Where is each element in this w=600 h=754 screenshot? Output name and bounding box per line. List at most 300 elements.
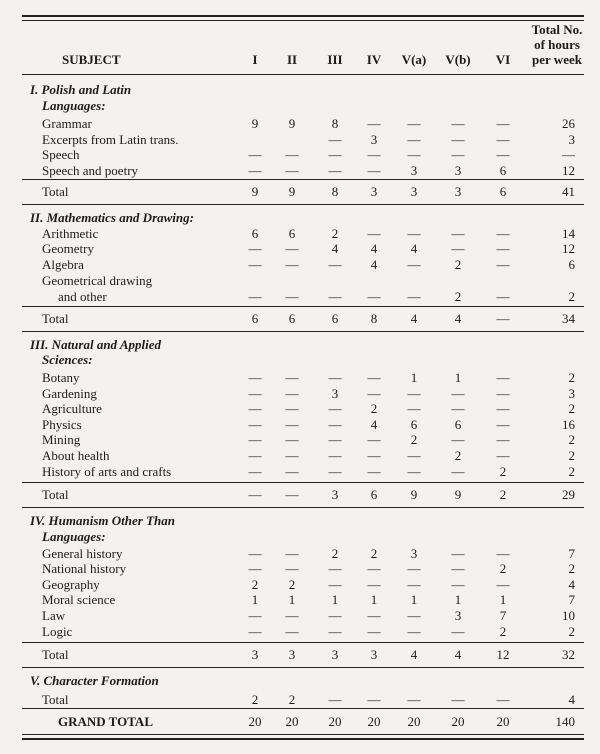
cell-col-2: 2 xyxy=(288,577,296,592)
row-total-hours: 2 xyxy=(568,432,575,447)
cell-col-1: — xyxy=(248,241,262,256)
cell-col-1: — xyxy=(248,432,262,447)
cell-col-5: — xyxy=(407,132,421,147)
cell-col-1: 20 xyxy=(248,714,262,729)
cell-col-2: — xyxy=(285,386,299,401)
cell-col-3: — xyxy=(328,432,342,447)
row-total-hours: 2 xyxy=(568,370,575,385)
section-title: III. Natural and Applied xyxy=(30,337,161,352)
table-row xyxy=(0,546,600,561)
table-row xyxy=(0,257,600,272)
section-title: Sciences: xyxy=(42,352,93,367)
cell-col-2: — xyxy=(285,561,299,576)
cell-col-4: — xyxy=(367,289,381,304)
cell-col-5: 20 xyxy=(407,714,421,729)
cell-col-3: — xyxy=(328,163,342,178)
cell-col-3: — xyxy=(328,608,342,623)
section-total-row xyxy=(0,647,600,662)
cell-col-5: 1 xyxy=(410,592,418,607)
table-row xyxy=(0,692,600,707)
cell-col-3: 3 xyxy=(331,647,339,662)
cell-col-7: 2 xyxy=(499,624,507,639)
cell-col-3: 1 xyxy=(331,592,339,607)
row-label: Geometry xyxy=(42,241,94,256)
row-total-hours: 2 xyxy=(568,448,575,463)
table-row xyxy=(0,386,600,401)
row-label: Gardening xyxy=(42,386,97,401)
cell-col-3: — xyxy=(328,289,342,304)
row-total-hours: 14 xyxy=(562,226,575,241)
cell-col-2: — xyxy=(285,432,299,447)
row-label: GRAND TOTAL xyxy=(58,714,153,729)
cell-col-3: — xyxy=(328,132,342,147)
table-row xyxy=(0,147,600,162)
section-title: IV. Humanism Other Than xyxy=(30,513,175,528)
row-label: Speech xyxy=(42,147,80,162)
table-row xyxy=(0,417,600,432)
cell-col-2: — xyxy=(285,448,299,463)
section-divider xyxy=(22,204,584,205)
cell-col-2: 1 xyxy=(288,592,296,607)
cell-col-1: 1 xyxy=(251,592,259,607)
cell-col-4: — xyxy=(367,116,381,131)
cell-col-5: — xyxy=(407,464,421,479)
row-label: Total xyxy=(42,692,69,707)
cell-col-7: — xyxy=(496,370,510,385)
cell-col-1: — xyxy=(248,401,262,416)
cell-col-7: — xyxy=(496,401,510,416)
cell-col-3: 4 xyxy=(331,241,339,256)
cell-col-2: — xyxy=(285,487,299,502)
cell-col-1: — xyxy=(248,370,262,385)
cell-col-5: 3 xyxy=(410,184,418,199)
cell-col-7: 2 xyxy=(499,561,507,576)
row-total-hours: 7 xyxy=(568,592,575,607)
cell-col-4: 4 xyxy=(370,257,378,272)
row-total-hours: 26 xyxy=(562,116,575,131)
row-total-hours: 4 xyxy=(568,577,575,592)
cell-col-2: — xyxy=(285,401,299,416)
row-label: Total xyxy=(42,311,69,326)
row-total-hours: — xyxy=(562,147,575,162)
table-row xyxy=(0,577,600,592)
col-header-6: V(b) xyxy=(445,52,471,67)
cell-col-6: — xyxy=(451,546,465,561)
table-row xyxy=(0,624,600,639)
row-total-hours: 3 xyxy=(568,386,575,401)
section-total-rule xyxy=(22,642,584,643)
cell-col-6: 2 xyxy=(454,257,462,272)
cell-col-3: — xyxy=(328,577,342,592)
cell-col-4: — xyxy=(367,147,381,162)
cell-col-3: 20 xyxy=(328,714,342,729)
cell-col-5: — xyxy=(407,561,421,576)
cell-col-3: — xyxy=(328,561,342,576)
cell-col-2: — xyxy=(285,624,299,639)
row-label: Law xyxy=(42,608,66,623)
cell-col-6: — xyxy=(451,561,465,576)
cell-col-6: 4 xyxy=(454,647,462,662)
cell-col-2: 3 xyxy=(288,647,296,662)
cell-col-5: — xyxy=(407,289,421,304)
cell-col-5: — xyxy=(407,608,421,623)
row-total-hours: 2 xyxy=(568,289,575,304)
cell-col-4: — xyxy=(367,448,381,463)
cell-col-6: — xyxy=(451,226,465,241)
row-total-hours: 2 xyxy=(568,624,575,639)
row-label: Total xyxy=(42,647,69,662)
cell-col-5: — xyxy=(407,401,421,416)
cell-col-7: — xyxy=(496,132,510,147)
row-label: Mining xyxy=(42,432,81,447)
cell-col-2: — xyxy=(285,608,299,623)
cell-col-4: 3 xyxy=(370,647,378,662)
cell-col-1: — xyxy=(248,464,262,479)
row-total-hours: 2 xyxy=(568,464,575,479)
cell-col-1: 6 xyxy=(251,311,259,326)
cell-col-6: 2 xyxy=(454,448,462,463)
row-total-hours: 29 xyxy=(562,487,575,502)
section-title: I. Polish and Latin xyxy=(30,82,132,97)
cell-col-5: 2 xyxy=(410,432,418,447)
section-title: II. Mathematics and Drawing: xyxy=(30,210,194,225)
cell-col-6: 6 xyxy=(454,417,462,432)
cell-col-5: — xyxy=(407,448,421,463)
row-total-hours: 12 xyxy=(562,163,575,178)
cell-col-5: — xyxy=(407,692,421,707)
cell-col-5: — xyxy=(407,624,421,639)
section-total-row xyxy=(0,184,600,199)
header-rule xyxy=(22,74,584,75)
col-header-3: III xyxy=(327,52,343,67)
cell-col-4: — xyxy=(367,226,381,241)
top-rule xyxy=(22,15,584,17)
section-total-rule xyxy=(22,179,584,180)
total-header-line2: of hours xyxy=(534,37,580,52)
row-label: Agriculture xyxy=(42,401,102,416)
row-total-hours: 10 xyxy=(562,608,575,623)
cell-col-7: — xyxy=(496,432,510,447)
cell-col-4: — xyxy=(367,464,381,479)
cell-col-1: 2 xyxy=(251,692,259,707)
cell-col-7: — xyxy=(496,241,510,256)
cell-col-3: 8 xyxy=(331,184,339,199)
cell-col-1: — xyxy=(248,163,262,178)
row-label: Geometrical drawing xyxy=(42,273,153,288)
cell-col-4: — xyxy=(367,163,381,178)
cell-col-1: — xyxy=(248,561,262,576)
total-header-line3: per week xyxy=(532,52,582,67)
cell-col-7: 2 xyxy=(499,464,507,479)
cell-col-5: 4 xyxy=(410,647,418,662)
cell-col-6: 20 xyxy=(451,714,465,729)
cell-col-3: — xyxy=(328,370,342,385)
col-header-5: V(a) xyxy=(401,52,427,67)
cell-col-6: — xyxy=(451,116,465,131)
section-total-row xyxy=(0,311,600,326)
row-label: Total xyxy=(42,184,69,199)
bottom-rule-outer xyxy=(22,738,584,740)
table-row xyxy=(0,241,600,256)
cell-col-6: 9 xyxy=(454,487,462,502)
cell-col-3: 8 xyxy=(331,116,339,131)
section-title: Languages: xyxy=(42,529,106,544)
cell-col-4: — xyxy=(367,370,381,385)
cell-col-5: — xyxy=(407,386,421,401)
cell-col-2: 6 xyxy=(288,226,296,241)
cell-col-4: 20 xyxy=(367,714,381,729)
row-label: National history xyxy=(42,561,127,576)
cell-col-7: 12 xyxy=(496,647,510,662)
cell-col-6: — xyxy=(451,464,465,479)
cell-col-5: 1 xyxy=(410,370,418,385)
cell-col-7: — xyxy=(496,577,510,592)
cell-col-3: 2 xyxy=(331,546,339,561)
cell-col-2: 9 xyxy=(288,184,296,199)
cell-col-6: 3 xyxy=(454,184,462,199)
cell-col-7: — xyxy=(496,311,510,326)
cell-col-2: — xyxy=(285,417,299,432)
cell-col-1: 9 xyxy=(251,184,259,199)
section-title: V. Character Formation xyxy=(30,673,159,688)
cell-col-2: — xyxy=(285,370,299,385)
section-total-row xyxy=(0,487,600,502)
cell-col-1: — xyxy=(248,289,262,304)
row-total-hours: 16 xyxy=(562,417,575,432)
section-divider xyxy=(22,667,584,668)
cell-col-6: — xyxy=(451,692,465,707)
cell-col-3: — xyxy=(328,464,342,479)
cell-col-3: 3 xyxy=(331,487,339,502)
col-header-1: I xyxy=(252,52,258,67)
cell-col-2: — xyxy=(285,147,299,162)
cell-col-5: 4 xyxy=(410,311,418,326)
row-label: Algebra xyxy=(42,257,84,272)
cell-col-7: — xyxy=(496,257,510,272)
cell-col-4: 2 xyxy=(370,401,378,416)
total-header-line1: Total No. xyxy=(531,22,583,37)
cell-col-4: 4 xyxy=(370,417,378,432)
cell-col-4: — xyxy=(367,624,381,639)
cell-col-1: — xyxy=(248,487,262,502)
table-row xyxy=(0,608,600,623)
cell-col-2: 9 xyxy=(288,116,296,131)
cell-col-6: 1 xyxy=(454,370,462,385)
cell-col-1: 2 xyxy=(251,577,259,592)
row-total-hours: 32 xyxy=(562,647,575,662)
cell-col-5: 4 xyxy=(410,241,418,256)
cell-col-2: — xyxy=(285,163,299,178)
cell-col-6: 1 xyxy=(454,592,462,607)
cell-col-5: — xyxy=(407,226,421,241)
section-divider xyxy=(22,507,584,508)
row-label: Physics xyxy=(42,417,82,432)
cell-col-7: 20 xyxy=(496,714,510,729)
cell-col-6: — xyxy=(451,241,465,256)
section-total-rule xyxy=(22,306,584,307)
cell-col-6: 2 xyxy=(454,289,462,304)
cell-col-4: — xyxy=(367,386,381,401)
cell-col-6: — xyxy=(451,577,465,592)
row-label: About health xyxy=(42,448,110,463)
table-row xyxy=(0,432,600,447)
row-label: Arithmetic xyxy=(42,226,99,241)
row-total-hours: 4 xyxy=(568,692,575,707)
cell-col-7: — xyxy=(496,417,510,432)
cell-col-4: 3 xyxy=(370,184,378,199)
table-row xyxy=(0,401,600,416)
cell-col-2: — xyxy=(285,546,299,561)
table-row xyxy=(0,163,600,178)
cell-col-7: — xyxy=(496,147,510,162)
cell-col-4: 6 xyxy=(370,487,378,502)
table-row xyxy=(0,116,600,131)
cell-col-2: — xyxy=(285,289,299,304)
section-total-rule xyxy=(22,482,584,483)
cell-col-1: — xyxy=(248,448,262,463)
table-row xyxy=(0,226,600,241)
row-total-hours: 41 xyxy=(562,184,575,199)
cell-col-1: 6 xyxy=(251,226,259,241)
cell-col-4: 1 xyxy=(370,592,378,607)
section-divider xyxy=(22,331,584,332)
cell-col-6: — xyxy=(451,147,465,162)
cell-col-6: 4 xyxy=(454,311,462,326)
cell-col-5: — xyxy=(407,147,421,162)
cell-col-7: 6 xyxy=(499,184,507,199)
cell-col-1: — xyxy=(248,417,262,432)
cell-col-1: — xyxy=(248,546,262,561)
section-title: Languages: xyxy=(42,98,106,113)
row-total-hours: 140 xyxy=(555,714,575,729)
cell-col-4: — xyxy=(367,561,381,576)
cell-col-3: — xyxy=(328,147,342,162)
row-label: Botany xyxy=(42,370,80,385)
cell-col-3: — xyxy=(328,692,342,707)
cell-col-7: — xyxy=(496,289,510,304)
cell-col-6: 3 xyxy=(454,608,462,623)
cell-col-4: — xyxy=(367,692,381,707)
cell-col-2: 6 xyxy=(288,311,296,326)
cell-col-5: 3 xyxy=(410,163,418,178)
col-header-4: IV xyxy=(366,52,382,67)
row-label: History of arts and crafts xyxy=(42,464,172,479)
cell-col-7: — xyxy=(496,226,510,241)
row-label: Geography xyxy=(42,577,100,592)
cell-col-5: 3 xyxy=(410,546,418,561)
col-header-2: II xyxy=(286,52,298,67)
cell-col-2: — xyxy=(285,241,299,256)
cell-col-3: — xyxy=(328,417,342,432)
table-row xyxy=(0,448,600,463)
cell-col-1: — xyxy=(248,608,262,623)
table-row xyxy=(0,132,600,147)
row-total-hours: 7 xyxy=(568,546,575,561)
row-label: Moral science xyxy=(42,592,116,607)
row-label: General history xyxy=(42,546,123,561)
cell-col-6: — xyxy=(451,401,465,416)
cell-col-5: — xyxy=(407,257,421,272)
row-label: Total xyxy=(42,487,69,502)
cell-col-4: 8 xyxy=(370,311,378,326)
table-row xyxy=(0,592,600,607)
row-total-hours: 3 xyxy=(568,132,575,147)
subject-header: SUBJECT xyxy=(62,52,121,67)
cell-col-5: 6 xyxy=(410,417,418,432)
row-label: Excerpts from Latin trans. xyxy=(42,132,179,147)
cell-col-7: 1 xyxy=(499,592,507,607)
bottom-rule xyxy=(22,734,584,735)
cell-col-7: 6 xyxy=(499,163,507,178)
cell-col-5: 9 xyxy=(410,487,418,502)
cell-col-2: 2 xyxy=(288,692,296,707)
row-label: Grammar xyxy=(42,116,92,131)
row-total-hours: 2 xyxy=(568,561,575,576)
cell-col-7: 7 xyxy=(499,608,507,623)
table-row xyxy=(0,561,600,576)
row-label: and other xyxy=(58,289,107,304)
cell-col-5: — xyxy=(407,577,421,592)
cell-col-3: 6 xyxy=(331,311,339,326)
cell-col-7: 2 xyxy=(499,487,507,502)
cell-col-4: 2 xyxy=(370,546,378,561)
cell-col-6: — xyxy=(451,132,465,147)
cell-col-6: 3 xyxy=(454,163,462,178)
cell-col-6: — xyxy=(451,432,465,447)
cell-col-1: 9 xyxy=(251,116,259,131)
cell-col-7: — xyxy=(496,448,510,463)
row-total-hours: 34 xyxy=(562,311,575,326)
cell-col-6: — xyxy=(451,386,465,401)
row-label: Speech and poetry xyxy=(42,163,139,178)
table-row xyxy=(0,289,600,304)
cell-col-4: — xyxy=(367,577,381,592)
cell-col-3: — xyxy=(328,257,342,272)
top-rule-inner xyxy=(22,20,584,21)
cell-col-3: — xyxy=(328,401,342,416)
cell-col-3: — xyxy=(328,448,342,463)
cell-col-7: — xyxy=(496,692,510,707)
cell-col-3: — xyxy=(328,624,342,639)
row-total-hours: 12 xyxy=(562,241,575,256)
table-row xyxy=(0,464,600,479)
cell-col-2: — xyxy=(285,257,299,272)
cell-col-4: 4 xyxy=(370,241,378,256)
table-row xyxy=(0,370,600,385)
cell-col-1: — xyxy=(248,147,262,162)
cell-col-5: — xyxy=(407,116,421,131)
cell-col-4: — xyxy=(367,432,381,447)
row-label: Logic xyxy=(42,624,73,639)
cell-col-3: 2 xyxy=(331,226,339,241)
cell-col-7: — xyxy=(496,116,510,131)
cell-col-4: 3 xyxy=(370,132,378,147)
cell-col-1: — xyxy=(248,386,262,401)
grand-total-row xyxy=(0,714,600,729)
cell-col-1: — xyxy=(248,624,262,639)
row-total-hours: 6 xyxy=(568,257,575,272)
cell-col-1: — xyxy=(248,257,262,272)
col-header-7: VI xyxy=(495,52,511,67)
cell-col-2: — xyxy=(285,464,299,479)
cell-col-6: — xyxy=(451,624,465,639)
grand-total-rule xyxy=(22,708,584,709)
cell-col-3: 3 xyxy=(331,386,339,401)
cell-col-1: 3 xyxy=(251,647,259,662)
table-row xyxy=(0,273,600,288)
cell-col-7: — xyxy=(496,386,510,401)
row-total-hours: 2 xyxy=(568,401,575,416)
